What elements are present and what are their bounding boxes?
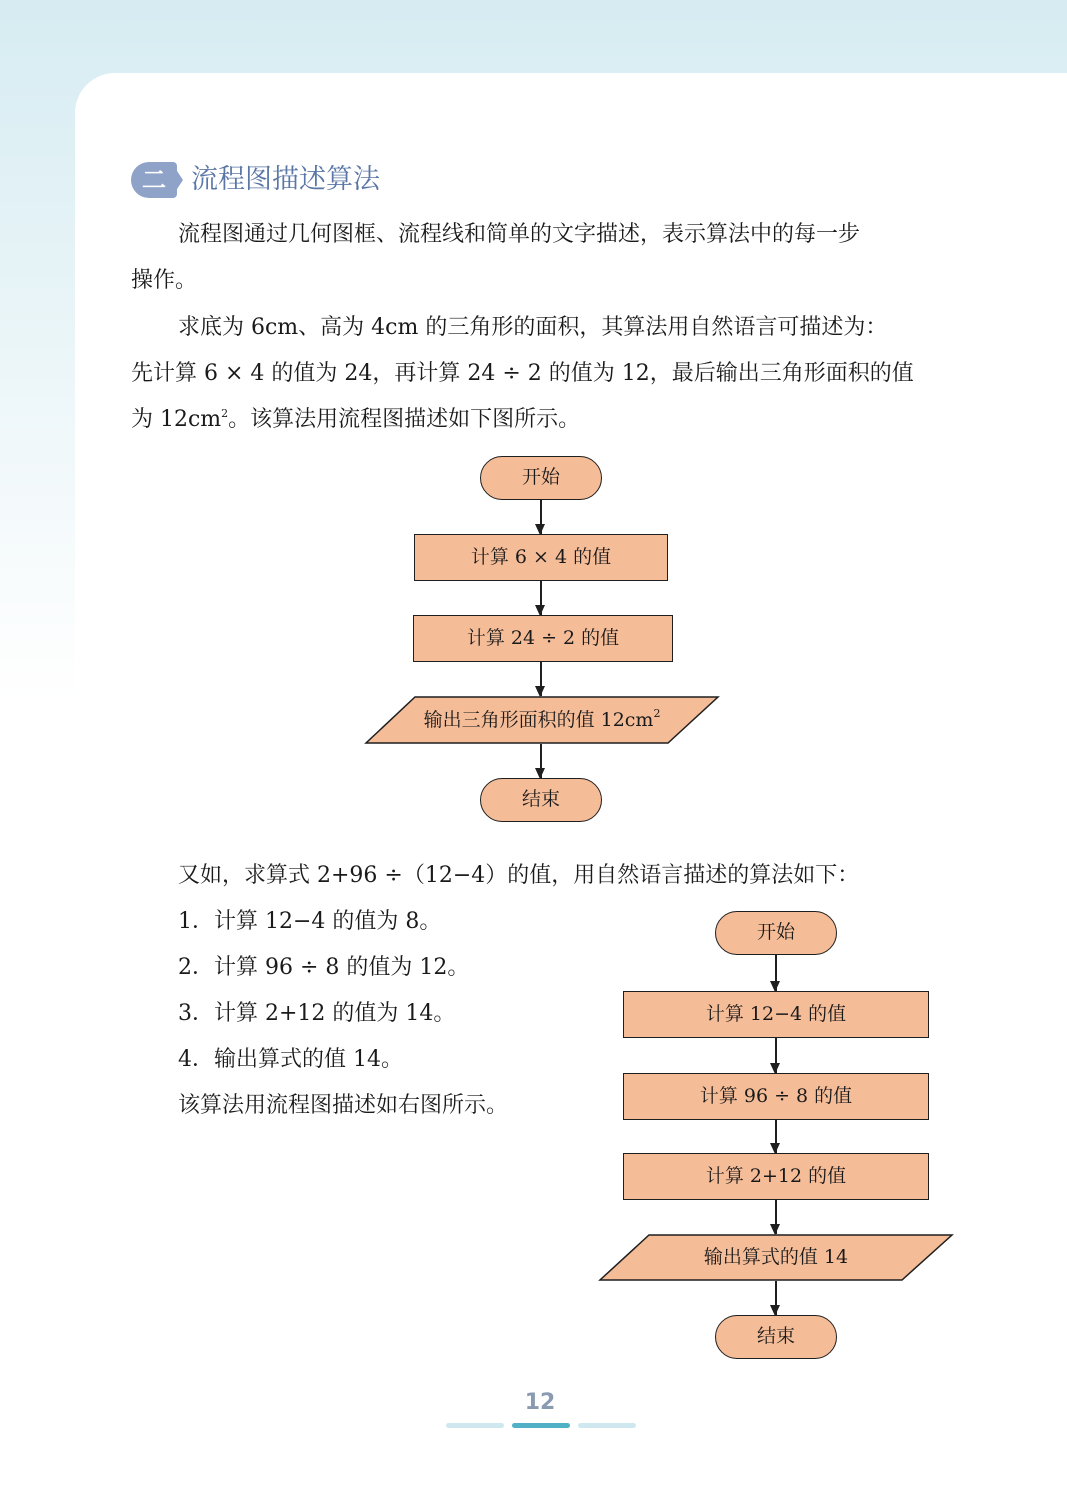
intro-line-2: 操作。: [131, 268, 198, 293]
section-title: 流程图描述算法: [191, 164, 380, 195]
page-number: 12: [524, 1390, 556, 1415]
fc2-arrow-2: [775, 1038, 777, 1073]
fc1-output-superscript: 2: [653, 707, 661, 720]
step-1: 1．计算 12−4 的值为 8。: [178, 909, 442, 934]
fc2-arrow-1: [775, 955, 777, 991]
fc1-arrow-1: [540, 500, 542, 534]
fc1-arrow-4: [540, 744, 542, 778]
page-dash-active: [512, 1423, 570, 1428]
fc1-arrow-2: [540, 581, 542, 615]
fc1-step-2: 计算 24 ÷ 2 的值: [413, 615, 673, 662]
superscript: 2: [221, 407, 229, 420]
fc2-start: 开始: [715, 911, 837, 955]
fc1-arrow-3: [540, 662, 542, 696]
example1-line-3: [131, 397, 955, 443]
page-dash-left: [446, 1423, 504, 1428]
page-dash-right: [578, 1423, 636, 1428]
fc2-arrow-4: [775, 1200, 777, 1234]
step-4: 4．输出算式的值 14。: [178, 1047, 403, 1072]
fc2-arrow-3: [775, 1120, 777, 1153]
fc1-end: 结束: [480, 778, 602, 822]
step-2: 2．计算 96 ÷ 8 的值为 12。: [178, 955, 470, 980]
intro-line-1: 流程图通过几何图框、流程线和简单的文字描述，表示算法中的每一步: [178, 222, 861, 247]
example1-line-3-b: 。该算法用流程图描述如下图所示。: [228, 407, 581, 432]
fc2-output: 输出算式的值 14: [703, 1246, 849, 1268]
example2-outro: 该算法用流程图描述如右图所示。: [178, 1093, 509, 1118]
example1-line-1: 求底为 6cm、高为 4cm 的三角形的面积，其算法用自然语言可描述为：: [178, 315, 888, 340]
fc2-end: 结束: [715, 1315, 837, 1359]
fc1-start: 开始: [480, 456, 602, 500]
example1-line-2: 先计算 6 × 4 的值为 24，再计算 24 ÷ 2 的值为 12，最后输出三角形面积的值: [131, 361, 914, 386]
fc2-step-3: 计算 2+12 的值: [623, 1153, 929, 1200]
example1-line-3-a: 为 12cm: [131, 407, 222, 432]
fc2-arrow-5: [775, 1281, 777, 1315]
fc1-output-text: 输出三角形面积的值 12cm: [423, 709, 654, 731]
fc2-step-1: 计算 12−4 的值: [623, 991, 929, 1038]
step-3: 3．计算 2+12 的值为 14。: [178, 1001, 456, 1026]
fc1-output: [365, 696, 719, 744]
fc2-step-2: 计算 96 ÷ 8 的值: [623, 1073, 929, 1120]
fc1-step-1: 计算 6 × 4 的值: [414, 534, 668, 581]
section-number: 二: [142, 166, 166, 194]
example2-intro: 又如，求算式 2+96 ÷（12−4）的值，用自然语言描述的算法如下：: [178, 863, 860, 888]
